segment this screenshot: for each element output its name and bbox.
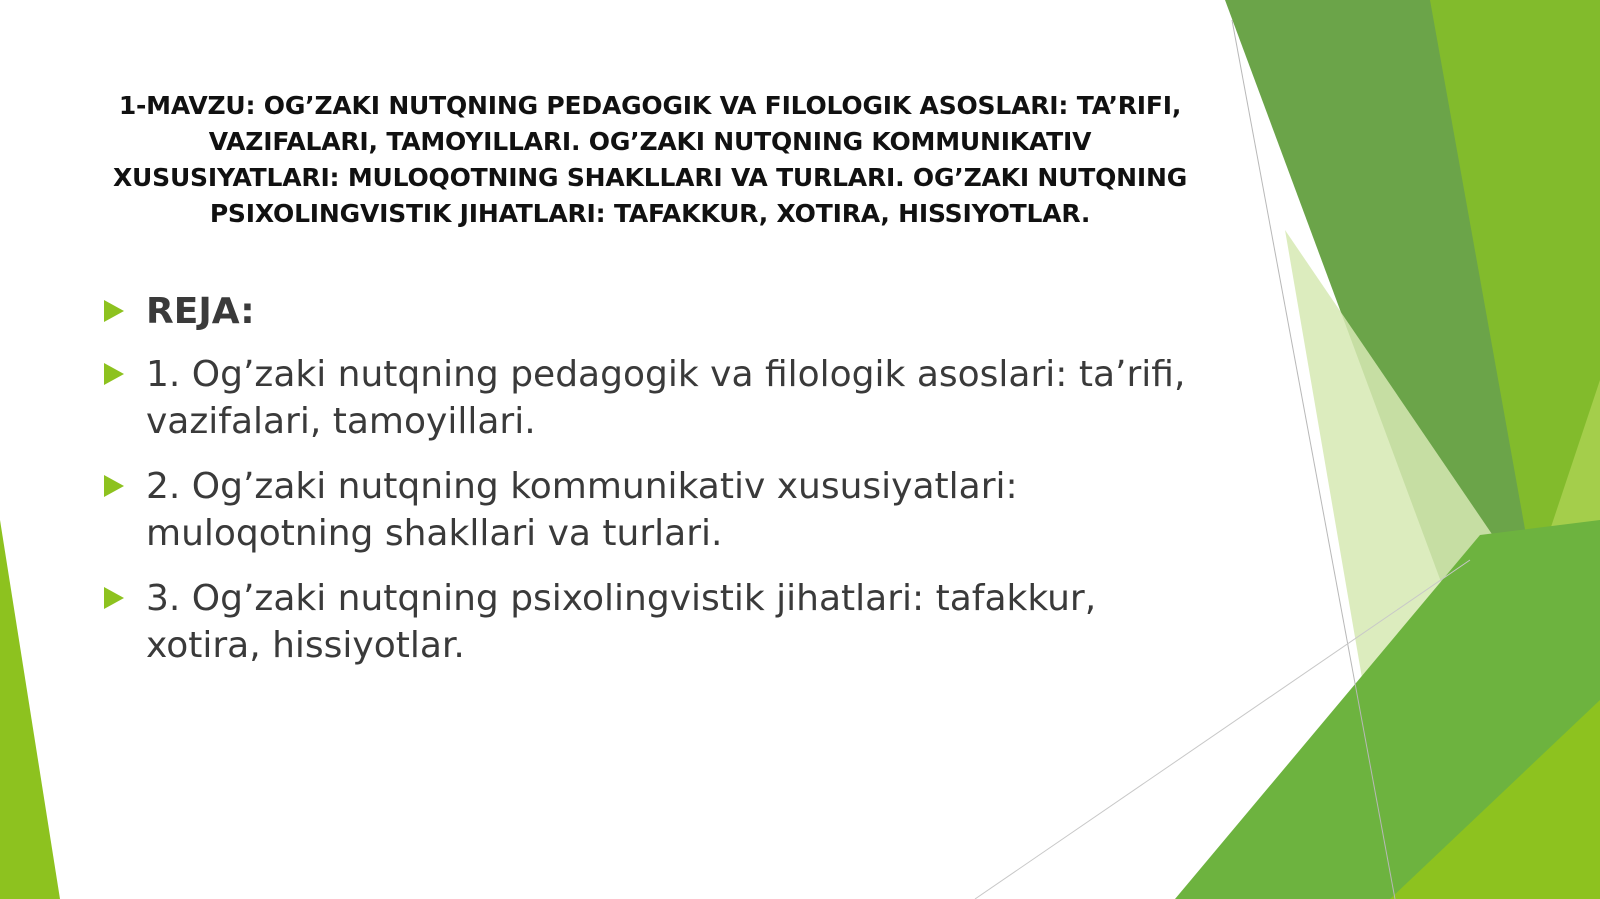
bullet-text: 2. Og’zaki nutqning kommunikativ xususiyatlari: muloqotning shakllari va turlari. <box>146 466 1018 554</box>
bullet-text: REJA: <box>146 291 255 332</box>
list-item <box>102 463 1212 557</box>
triangle-right-icon <box>104 475 124 497</box>
slide-title: 1-MAVZU: OG’ZAKI NUTQNING PEDAGOGIK VA FILOLOGIK ASOSLARI: TA’RIFI, VAZIFALARI, TAMOYILLARI. OG’ZAKI NUTQNING KOMMUNIKATIV XUSUSIYATLARI: MULOQOTNING SHAKLLARI VA TURLARI. OG’ZAKI NUTQNING PSIXOLINGVISTIK JIHATLARI: TAFAKKUR, XOTIRA, HISSIYOTLAR. <box>112 91 1188 228</box>
left-green-shape <box>0 520 60 899</box>
bullet-text: 1. Og’zaki nutqning pedagogik va filologik asoslari: ta’rifi, vazifalari, tamoyillari. <box>146 354 1186 442</box>
bullet-list <box>102 288 1212 687</box>
triangle-right-icon <box>104 587 124 609</box>
triangle-right-icon <box>104 363 124 385</box>
list-item <box>102 288 1212 335</box>
list-item <box>102 351 1212 445</box>
bullet-text: 3. Og’zaki nutqning psixolingvistik jihatlari: tafakkur, xotira, hissiyotlar. <box>146 578 1097 666</box>
triangle-right-icon <box>104 300 124 322</box>
list-item <box>102 575 1212 669</box>
